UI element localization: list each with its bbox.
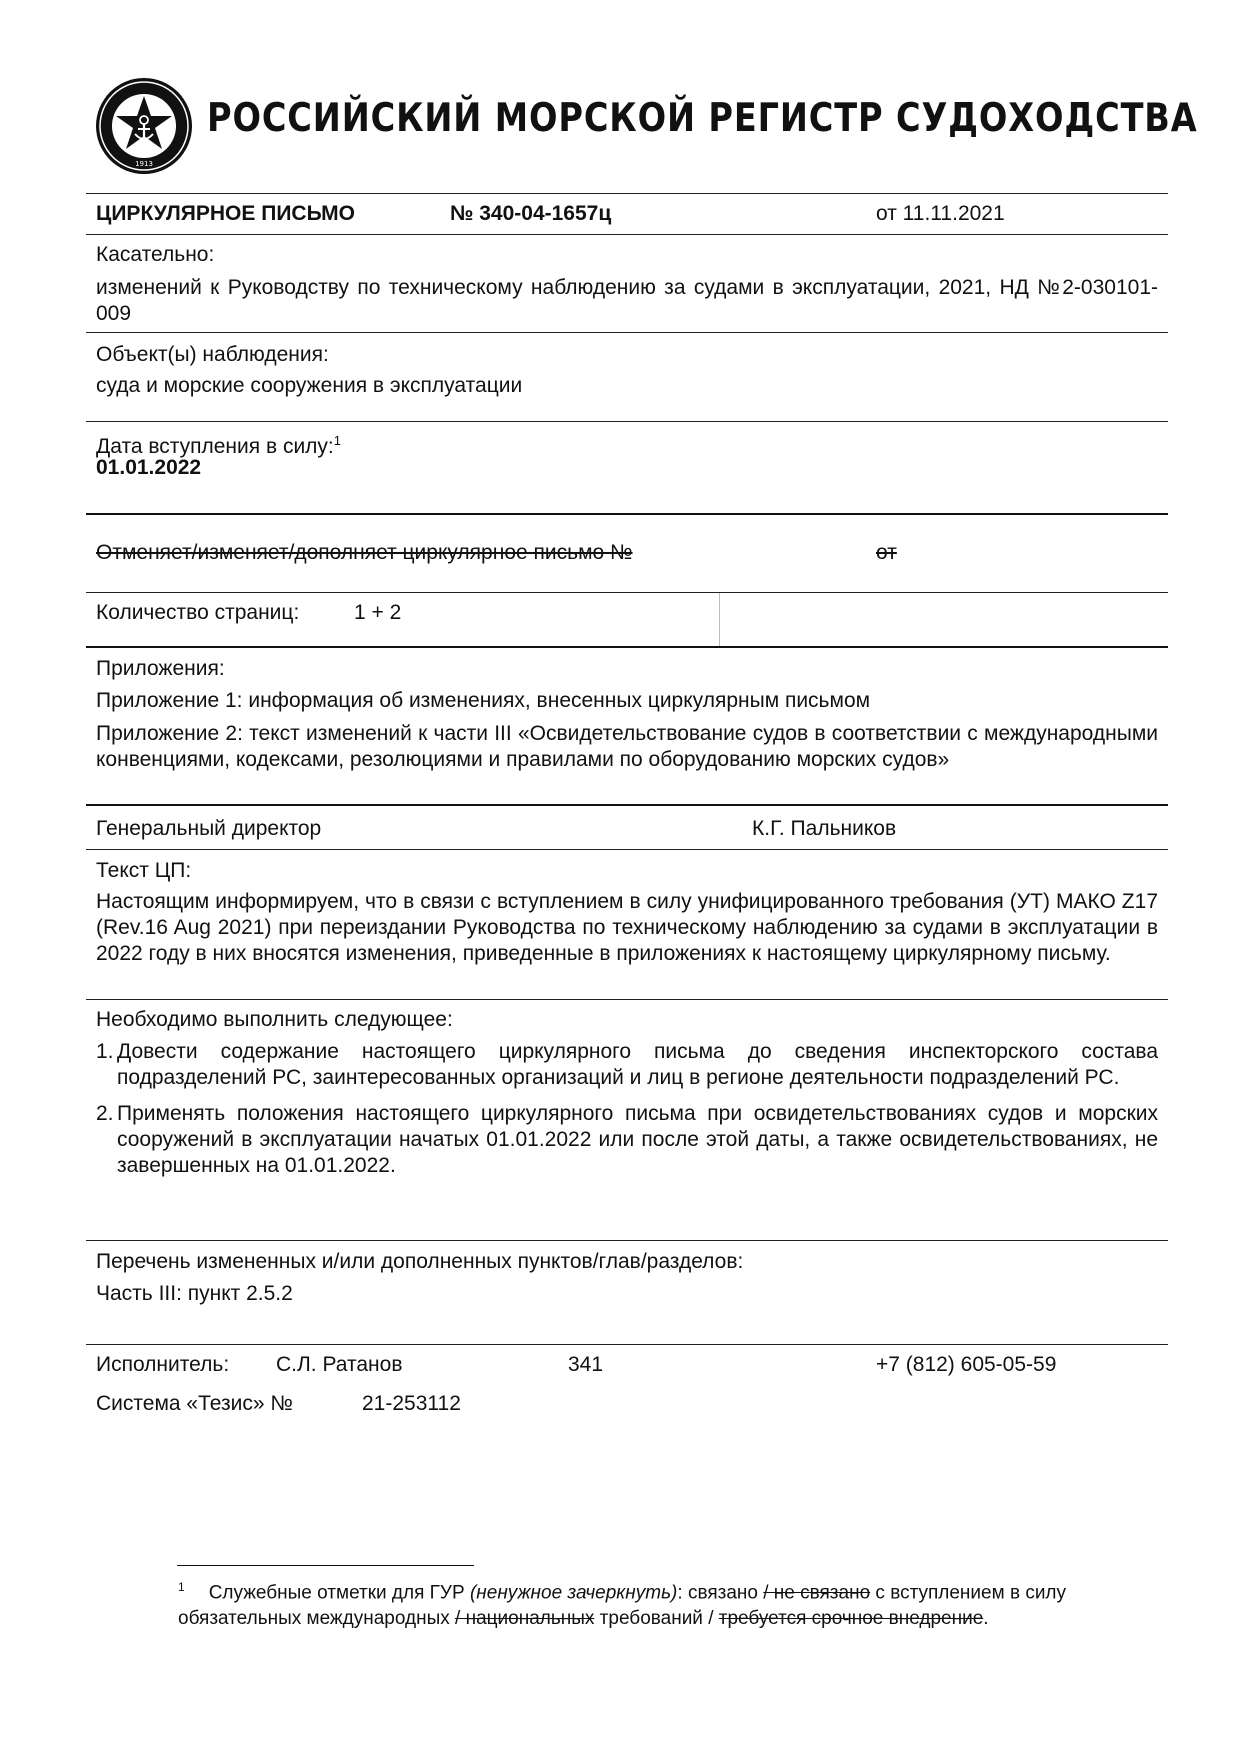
footnote-text: / национальных (455, 1608, 595, 1630)
divider (86, 421, 1168, 422)
letter-date: от 11.11.2021 (876, 202, 1005, 225)
list-item-number: 1. (96, 1040, 114, 1063)
list-item-number: 2. (96, 1102, 114, 1125)
footnote-text: требуется срочное внедрение (718, 1608, 984, 1630)
list-item (96, 1039, 1158, 1091)
effective-date: 01.01.2022 (96, 456, 202, 479)
footnote-text: . (983, 1608, 989, 1630)
organization-name: РОССИЙСКИЙ МОРСКОЙ РЕГИСТР СУДОХОДСТВА (207, 96, 1198, 141)
divider (86, 646, 1168, 648)
divider (86, 193, 1168, 194)
footnote-text: требований / (594, 1608, 719, 1630)
rs-emblem-logo (94, 76, 194, 176)
footnote (178, 1574, 1168, 1632)
system-number: 21-253112 (362, 1392, 461, 1415)
divider (86, 1344, 1168, 1345)
system-label: Система «Тезис» № (96, 1392, 293, 1415)
divider (86, 234, 1168, 235)
footnote-text: с вступлением в силу обязательных международных (178, 1582, 1067, 1630)
column-divider (719, 592, 720, 647)
executor-ext: 341 (568, 1353, 604, 1376)
svg-text:1913: 1913 (135, 160, 153, 168)
footnote-text: : связано (677, 1582, 764, 1604)
executor-name: С.Л. Ратанов (276, 1353, 403, 1376)
amends-text: Отменяет/изменяет/дополняет циркулярное письмо № (96, 541, 633, 564)
director-title: Генеральный директор (96, 817, 322, 840)
subject-label: Касательно: (96, 243, 215, 266)
attachment-item: Приложение 2: текст изменений к части III «Освидетельствование судов в соответствии с международными конвенциями, кодексами, резолюциями и правилами по оборудованию морских судов» (96, 722, 1158, 771)
footnote-text: Служебные отметки для ГУР (208, 1582, 470, 1604)
body-text: Настоящим информируем, что в связи с вступлением в силу унифицированного требования (УТ) МАКО Z17 (Rev.16 Aug 2021) при переиздании Руководства по техническому наблюдению за судами в эксплуатации в 2022 году в них вносятся изменения, приведенные в приложениях к настоящему циркулярному письму. (96, 890, 1158, 965)
footnote-text: (ненужное зачеркнуть) (469, 1582, 678, 1604)
actions-label: Необходимо выполнить следующее: (96, 1008, 453, 1031)
executor-label: Исполнитель: (96, 1353, 230, 1376)
footnote-number: 1 (178, 1580, 185, 1594)
objects-label: Объект(ы) наблюдения: (96, 343, 329, 366)
list-item-text: Применять положения настоящего циркулярного письма при освидетельствованиях судов и морских сооружений в эксплуатации начатых 01.01.2022 или после этой даты, а также освидетельствованиях, не завершенных на 01.01.2022. (117, 1102, 1158, 1177)
letter-type: ЦИРКУЛЯРНОЕ ПИСЬМО (96, 202, 355, 225)
changed-list-label: Перечень измененных и/или дополненных пунктов/глав/разделов: (96, 1250, 744, 1273)
letter-number: № 340-04-1657ц (450, 202, 612, 225)
effective-label: Дата вступления в силу: (96, 435, 334, 458)
list-item-text: Довести содержание настоящего циркулярного письма до сведения инспекторского состава подразделений РС, заинтересованных организаций и лиц в регионе деятельности подразделений РС. (117, 1040, 1158, 1089)
objects-text: суда и морские сооружения в эксплуатации (96, 374, 523, 397)
attachments-label: Приложения: (96, 657, 225, 680)
list-item (96, 1101, 1158, 1179)
divider (86, 592, 1168, 593)
divider (86, 332, 1168, 333)
divider (86, 999, 1168, 1000)
footnote-mark: 1 (333, 433, 341, 448)
pages-label: Количество страниц: (96, 601, 300, 624)
amends-from: от (876, 541, 897, 564)
subject-text: изменений к Руководству по техническому наблюдению за судами в эксплуатации, 2021, НД №2-030101-009 (96, 276, 1158, 325)
divider (86, 849, 1168, 850)
changed-list-value: Часть III: пункт 2.5.2 (96, 1282, 293, 1305)
pages-value: 1 + 2 (354, 601, 402, 624)
divider (86, 1240, 1168, 1241)
actions-list (96, 1039, 1158, 1189)
body-label: Текст ЦП: (96, 859, 192, 882)
director-name: К.Г. Пальников (752, 817, 897, 840)
footnote-separator (177, 1565, 474, 1566)
divider (86, 513, 1168, 515)
divider (86, 804, 1168, 806)
executor-phone: +7 (812) 605-05-59 (876, 1353, 1057, 1376)
attachment-item: Приложение 1: информация об изменениях, внесенных циркулярным письмом (96, 689, 871, 712)
footnote-text: / не связано (763, 1582, 871, 1604)
